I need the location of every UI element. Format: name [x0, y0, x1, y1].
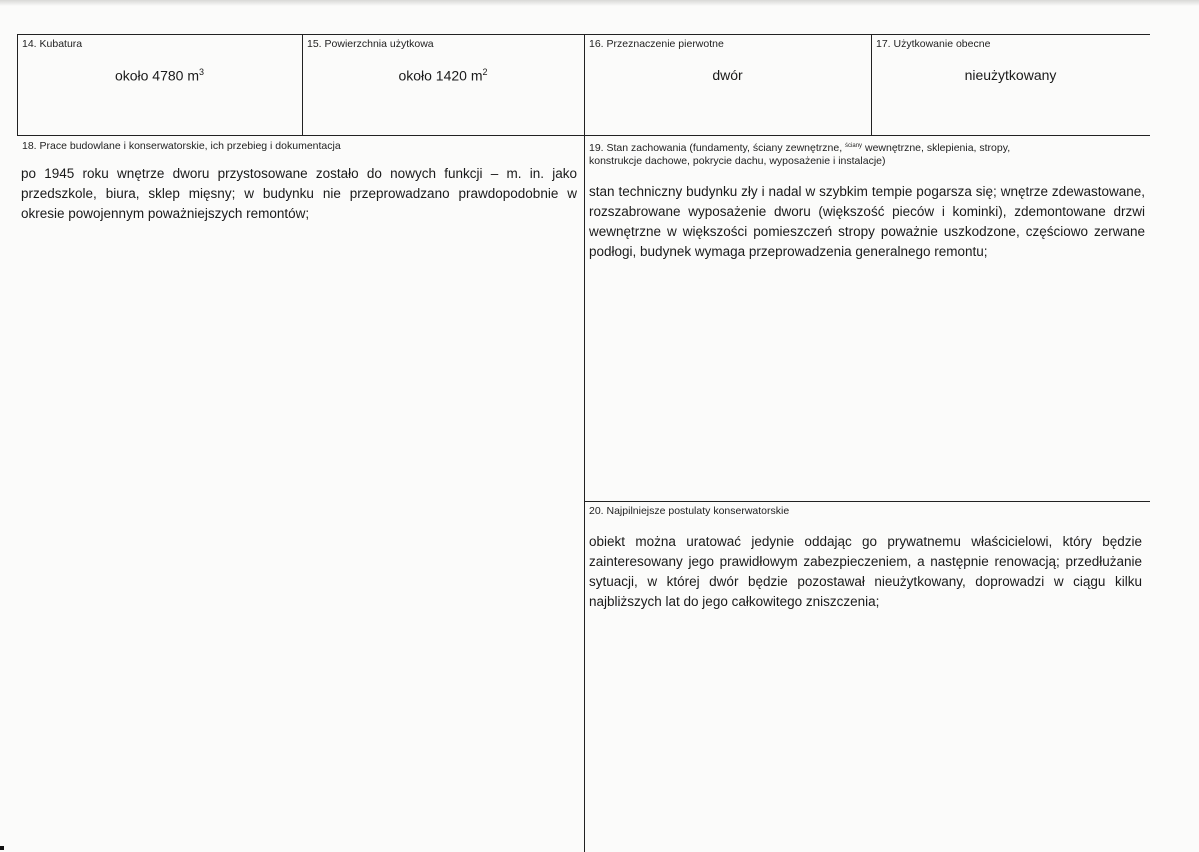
field-19-label — [589, 140, 1149, 168]
field-15-value-text: około 1420 m — [398, 67, 483, 84]
field-15-value — [302, 67, 584, 84]
field-14-value-unit: 3 — [199, 67, 205, 77]
field-19-text: stan techniczny budynku zły i nadal w szybkim tempie pogarsza się; wnętrze zdewastowane, rozszabrowane wyposażenie dworu (większość pieców i kominki), zdemontowane drzwi wewnętrzne w większości pomieszczeń stropy poważnie uszkodzone, częściowo zerwane podłogi, budynek wymaga przeprowadzenia generalnego remontu; — [589, 184, 1145, 259]
field-20-label: 20. Najpilniejsze postulaty konserwatorskie — [589, 505, 790, 517]
field-18-text: po 1945 roku wnętrze dworu przystosowane zostało do nowych funkcji – m. in. jako przedszkole, biura, sklep mięsny; w budynku nie przeprowadzano prawdopodobnie w okresie powojennym poważniejszych remontów; — [21, 166, 577, 221]
field-14-label: 14. Kubatura — [22, 38, 83, 50]
scan-top-edge — [0, 0, 1199, 6]
field-20-text: obiekt można uratować jedynie oddając go prywatnemu właścicielowi, który będzie zainteresowany jego prawidłowym zabezpieczeniem, a następnie renowacją; przedłużanie sytuacji, w której dwór będzie pozostawał nieużytkowany, doprowadzi w ciągu kilku najbliższych lat do jego całkowitego zniszczenia; — [589, 534, 1142, 609]
field-17-value: nieużytkowany — [964, 67, 1057, 83]
field-18-label: 18. Prace budowlane i konserwatorskie, ich przebieg i dokumentacja — [22, 140, 341, 152]
field-14-value — [17, 67, 302, 84]
field-15-value-unit: 2 — [482, 67, 488, 77]
field-14-value-text: około 4780 m — [114, 67, 200, 84]
grid-line-v2 — [584, 34, 585, 852]
grid-line-left — [17, 34, 18, 136]
field-19-label-line2: konstrukcje dachowe, pokrycie dachu, wyposażenie i instalacje) — [589, 155, 886, 167]
field-19-label-part1: 19. Stan zachowania (fundamenty, ściany zewnętrzne, — [589, 142, 843, 154]
scan-margin-mark — [0, 846, 4, 850]
field-19-label-small: ściany — [845, 143, 863, 149]
field-17-label: 17. Użytkowanie obecne — [876, 38, 991, 50]
field-19-label-part2: wewnętrzne, sklepienia, stropy, — [864, 142, 1011, 154]
field-16-value: dwór — [712, 67, 743, 83]
grid-line-v1 — [302, 34, 303, 136]
field-15-label: 15. Powierzchnia użytkowa — [307, 38, 434, 50]
grid-line-v3 — [871, 34, 872, 136]
grid-line-field20-top — [584, 501, 1150, 502]
field-16-label: 16. Przeznaczenie pierwotne — [589, 38, 724, 50]
